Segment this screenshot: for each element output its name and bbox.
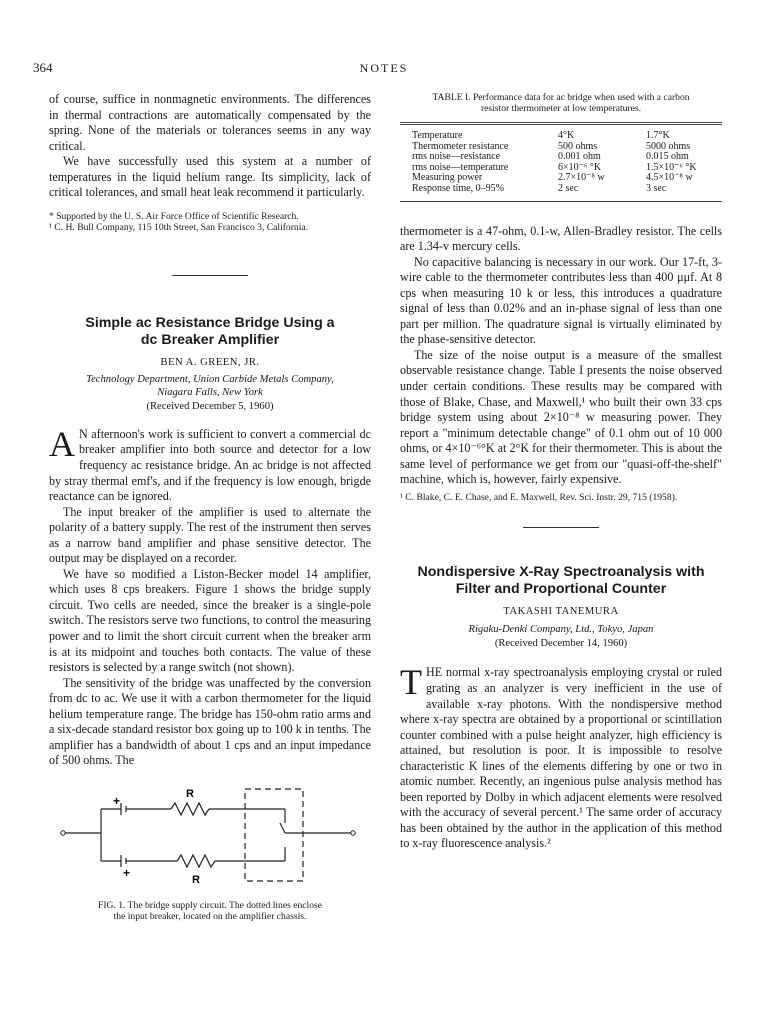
- drop-cap-2: T: [400, 662, 422, 703]
- resistor-top: [171, 803, 209, 815]
- drop-cap: A: [49, 423, 75, 464]
- table-cell: 1.5×10⁻⁶ °K: [646, 161, 697, 173]
- input-terminal: [61, 831, 65, 835]
- right-paragraph-3: The size of the noise output is a measure of the smallest observable resistance change. Table I presents the noise observed under certain conditions. These results may be compared with those of Blake, Chase, and Maxwell,¹ who built their own 33 cps bridge system using about 2×10⁻⁸ w measuring power. They report a "minimum detectable change" of 0.1 ohm out of 10 000 ohms, or 4×10⁻⁶°K at 2°K for their thermometer. This is about the same level of performance we get from our "quasi-off-the-shelf" machine, which is, however, fairly expensive.: [400, 347, 722, 487]
- article2-title-line-2: Filter and Proportional Counter: [455, 581, 667, 598]
- table-caption-line-1: TABLE I. Performance data for ac bridge when used with a carbon: [432, 92, 690, 103]
- table-cell: rms noise—resistance: [412, 151, 501, 163]
- battery-top-plus: +: [113, 793, 121, 808]
- continuation-paragraph-1: of course, suffice in nonmagnetic environments. The differences in thermal contractions are automatically compensated by the spring. None of the materials or tolerances seems in any way critical.: [49, 92, 371, 153]
- article-paragraph-1: A N afternoon's work is sufficient to convert a commercial dc breaker amplifier into both source and detector for a low frequency ac resistance bridge. An ac bridge is not affected by stray thermal emf's, and if the frequency is low enough, brigde reactance can be ignored.: [49, 423, 371, 504]
- table-cell: rms noise—temperature: [412, 161, 509, 173]
- table-cell: 0.015 ohm: [646, 151, 689, 163]
- table-cell: Measuring power: [412, 172, 483, 184]
- performance-table: [400, 131, 722, 195]
- resistor-top-label: R: [186, 787, 194, 800]
- figure-caption-line-1: FIG. 1. The bridge supply circuit. The dotted lines enclose: [98, 899, 322, 911]
- table-cell: 6×10⁻⁶ °K: [558, 161, 602, 173]
- right-paragraph-1: thermometer is a 47-ohm, 0.1-w, Allen-Bradley resistor. The cells are 1.34-v mercury cells.: [400, 223, 722, 254]
- table-cell: 5000 ohms: [646, 140, 691, 152]
- table-cell: 2.7×10⁻⁸ w: [558, 172, 605, 184]
- article-title-line-2: dc Breaker Amplifier: [140, 331, 280, 348]
- output-terminal: [351, 831, 355, 835]
- running-header: [0, 60, 768, 78]
- table-cell: 1.7°K: [646, 130, 670, 141]
- article-affiliation-line-1: Technology Department, Union Carbide Metals Company,: [86, 374, 334, 386]
- footnote-1: ¹ C. H. Bull Company, 115 10th Street, San Francisco 3, California.: [49, 222, 309, 234]
- resistor-bottom-label: R: [192, 873, 200, 886]
- article-author: BEN A. GREEN, JR.: [160, 356, 260, 368]
- table-cell: 0.001 ohm: [558, 151, 601, 163]
- footnote-star: * Supported by the U. S. Air Force Office of Scientific Research.: [49, 210, 299, 222]
- article2-paragraph-1: THE normal x-ray spectroanalysis employing crystal or ruled grating as an analyzer is very inefficient in the use of available x-ray photons. With the nondispersive method where x-ray spectra are obtained by a proportional or scintillation counter combined with a pulse height analyzer, high efficiency is attained, but resolution is poor. It is impossible to resolve characteristic K lines of the elements differing by one or two in atomic number. Recently, an ingenious pulse analysis method has been reported by Dolby in which adjacent elements were resolved with the accuracy of several percent.¹ The same order of accuracy has been obtained by the author in the application of this method to x-ray fluorescence analysis.²: [400, 662, 722, 851]
- battery-bottom-plus: +: [123, 865, 131, 880]
- bridge-supply-circuit-diagram: [49, 783, 371, 895]
- article-title-line-1: Simple ac Resistance Bridge Using a: [85, 314, 335, 331]
- right-footnote-1: ¹ C. Blake, C. E. Chase, and E. Maxwell, Rev. Sci. Instr. 29, 715 (1958).: [400, 491, 678, 503]
- page-number: 364: [33, 60, 53, 75]
- breaker-arm: [280, 823, 285, 833]
- article2-author: TAKASHI TANEMURA: [503, 606, 619, 618]
- table-row: [400, 131, 722, 142]
- table-caption-line-2: resistor thermometer at low temperatures.: [480, 103, 642, 114]
- running-title: NOTES: [359, 61, 409, 75]
- article2-affiliation: Rigaku-Denki Company, Ltd., Tokyo, Japan: [468, 623, 654, 635]
- table-cell: 4.5×10⁻⁸ w: [646, 172, 693, 184]
- figure-caption-line-2: the input breaker, located on the amplifier chassis.: [113, 910, 307, 922]
- breaker-enclosure-box: [245, 789, 303, 881]
- article-paragraph-4: The sensitivity of the bridge was unaffected by the conversion from dc to ac. We use it with a carbon thermometer for the liquid helium temperature range. The bridge has 150-ohm ratio arms and a six-decade standard resistor box going up to 100 k in tenths. The amplifier has a bandwidth of about 1 cps and an input impedance of 500 ohms. The: [49, 675, 371, 768]
- table-cell: Thermometer resistance: [412, 140, 509, 152]
- right-paragraph-2: No capacitive balancing is necessary in our work. Our 17-ft, 3-wire cable to the thermometer contributes less than 400 μμf. At 8 cps when measuring 10 k or less, this introduces a quadrature signal of less than 0.02% and an in-phase signal of less than one part per million. The quadrature signal is virtually eliminated by the phase-sensitive detector.: [400, 254, 722, 347]
- article-paragraph-3: We have so modified a Liston-Becker model 14 amplifier, which uses 8 cps breakers. Figure 1 shows the bridge supply circuit. Two cells are needed, since the breaker is a single-pole switch. The resistors serve two functions, to control the measuring power and to limit the short circuit current when the breaker arm is at its midpoint and touches both contacts. The value of these resistors is selected by a range switch (not shown).: [49, 566, 371, 675]
- table-row: [400, 184, 722, 195]
- left-column: [49, 92, 371, 922]
- table-cell: 4°K: [558, 130, 575, 141]
- table-cell: Temperature: [412, 130, 463, 141]
- right-column: [400, 92, 722, 852]
- table-cell: 3 sec: [646, 182, 667, 194]
- table-cell: 500 ohms: [558, 140, 598, 152]
- article2-title-line-1: Nondispersive X-Ray Spectroanalysis with: [417, 564, 705, 581]
- table-cell: 2 sec: [558, 182, 579, 194]
- article-affiliation-line-2: Niagara Falls, New York: [157, 387, 263, 399]
- article-paragraph-2: The input breaker of the amplifier is used to alternate the polarity of a battery supply. The rest of the instrument then serves as a narrow band amplifier and phase sensitive detector. The output may be displayed on a recorder.: [49, 504, 371, 566]
- continuation-paragraph-2: We have successfully used this system at a number of temperatures in the liquid helium range. Its simplicity, lack of critical tolerances, and small heat leak recommend it particularly.: [49, 154, 371, 200]
- article-received-date: (Received December 5, 1960): [146, 401, 274, 413]
- article2-received-date: (Received December 14, 1960): [494, 637, 628, 649]
- resistor-bottom: [177, 855, 215, 867]
- table-cell: Response time, 0–95%: [412, 182, 504, 194]
